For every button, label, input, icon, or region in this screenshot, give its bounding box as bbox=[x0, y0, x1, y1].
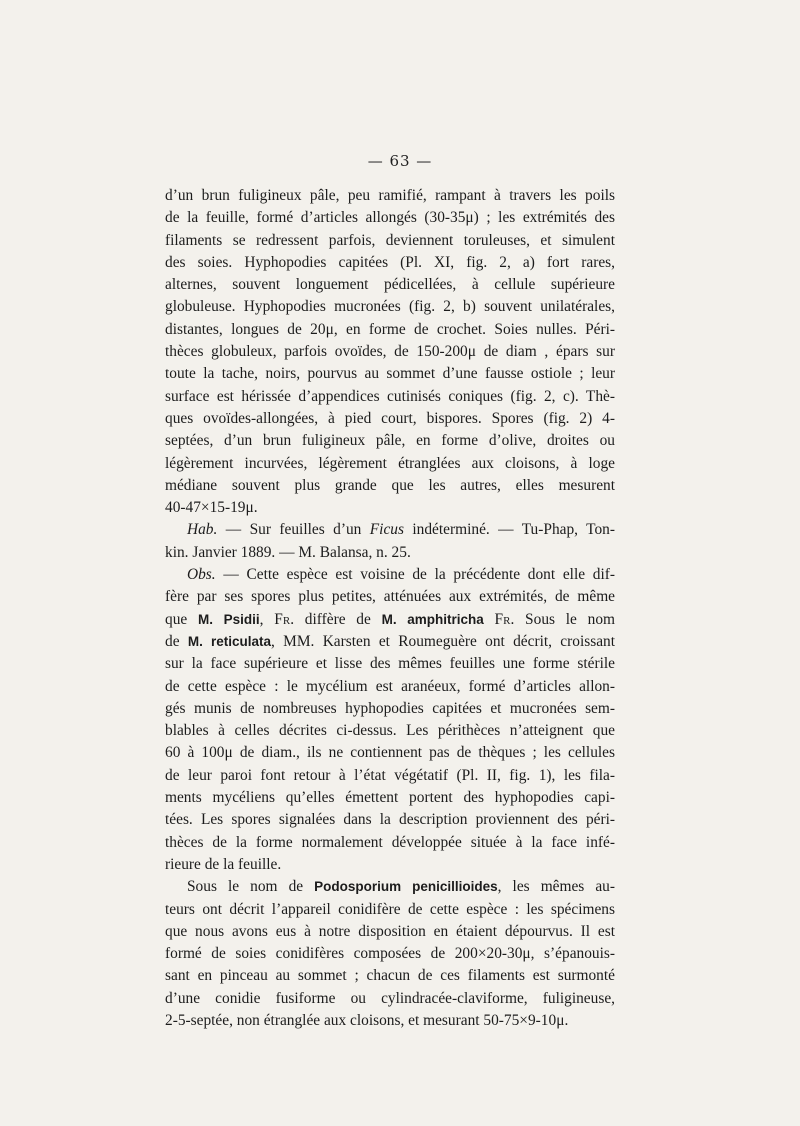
author-abbrev: Fr. bbox=[494, 610, 515, 628]
text-line: fère par ses spores plus petites, atténuées aux extrémités, de même bbox=[165, 588, 615, 606]
text-line: sant en pinceau au sommet ; chacun de ces filaments est surmonté bbox=[165, 967, 615, 985]
text-line: 40-47×15-19μ. bbox=[165, 499, 258, 517]
text-line: globuleuse. Hyphopodies mucronées (fig. 2, b) souvent unilatérales, bbox=[165, 298, 615, 316]
text-line: distantes, longues de 20μ, en forme de crochet. Soies nulles. Péri- bbox=[165, 320, 615, 338]
text-line: thèces de la forme normalement développée située à la face infé- bbox=[165, 833, 615, 851]
habitat-line bbox=[165, 519, 615, 541]
observation-label: Obs. bbox=[187, 566, 216, 584]
habitat-text: indéterminé. — Tu-Phap, Ton- bbox=[403, 521, 615, 539]
species-name: M. reticulata bbox=[187, 633, 272, 649]
text-run: de bbox=[165, 632, 188, 650]
text-line: toute la tache, noirs, pourvus au sommet d’une fausse ostiole ; leur bbox=[165, 365, 615, 383]
text-line: médiane souvent plus grande que les autres, elles mesurent bbox=[165, 476, 615, 494]
text-run: Sous le nom bbox=[514, 610, 615, 628]
text-run: , les mêmes au- bbox=[497, 878, 615, 896]
text-line bbox=[165, 876, 615, 898]
text-run: , MM. Karsten et Roumeguère ont décrit, croissant bbox=[271, 632, 615, 650]
species-name: M. amphitricha bbox=[381, 611, 484, 627]
observation-line bbox=[165, 564, 615, 586]
text-run: diffère de bbox=[294, 610, 382, 628]
text-line: septées, d’un brun fuligineux pâle, en forme d’olive, droites ou bbox=[165, 432, 615, 450]
text-line: d’un brun fuligineux pâle, peu ramifié, rampant à travers les poils bbox=[165, 187, 615, 204]
text-line: de leur paroi font retour à l’état végétatif (Pl. II, fig. 1), les fila- bbox=[165, 766, 615, 784]
text-line: d’une conidie fusiforme ou cylindracée-claviforme, fuligineuse, bbox=[165, 989, 615, 1007]
text-line: gés munis de nombreuses hyphopodies capitées et mucronées sem- bbox=[165, 699, 615, 717]
species-name: M. Psidii bbox=[197, 611, 260, 627]
text-line: kin. Janvier 1889. — M. Balansa, n. 25. bbox=[165, 543, 411, 561]
text-line: teurs ont décrit l’appareil conidifère de cette espèce : les spécimens bbox=[165, 900, 615, 918]
habitat-text: — Sur feuilles d’un bbox=[217, 521, 370, 539]
text-line: sur la face supérieure et lisse des mêmes feuilles une forme stérile bbox=[165, 655, 615, 673]
text-line: surface est hérissée d’appendices cutinisés coniques (fig. 2, c). Thè- bbox=[165, 387, 615, 405]
text-line: des soies. Hyphopodies capitées (Pl. XI, fig. 2, a) fort rares, bbox=[165, 253, 615, 271]
text-line: tées. Les spores signalées dans la description proviennent des péri- bbox=[165, 811, 615, 829]
text-line: thèces globuleux, parfois ovoïdes, de 150-200μ de diam , épars sur bbox=[165, 343, 615, 361]
text-line bbox=[165, 609, 615, 631]
text-run: , bbox=[259, 610, 275, 628]
text-line: de cette espèce : le mycélium est aranéeux, formé d’articles allon- bbox=[165, 677, 615, 695]
text-line: légèrement incurvées, légèrement étranglées aux cloisons, à loge bbox=[165, 454, 615, 472]
text-line bbox=[165, 631, 615, 653]
body-text bbox=[165, 185, 615, 1032]
text-run: que bbox=[165, 610, 198, 628]
text-line: que nous avons eus à notre disposition en étaient dépourvus. Il est bbox=[165, 922, 615, 940]
text-run bbox=[484, 611, 495, 628]
observation-text: — Cette espèce est voisine de la précédente dont elle dif- bbox=[215, 566, 615, 584]
text-line: 2-5-septée, non étranglée aux cloisons, et mesurant 50-75×9-10μ. bbox=[165, 1011, 569, 1029]
genus-name: Ficus bbox=[369, 521, 404, 539]
text-line: blables à celles décrites ci-dessus. Les périthèces n’atteignent que bbox=[165, 722, 615, 740]
text-line: de la feuille, formé d’articles allongés (30-35μ) ; les extrémités des bbox=[165, 209, 615, 227]
text-line: formé de soies conidifères composées de 200×20-30μ, s’épanouis- bbox=[165, 945, 615, 963]
author-abbrev: Fr. bbox=[274, 610, 295, 628]
species-name: Podosporium penicillioides bbox=[314, 879, 498, 895]
text-line: ques ovoïdes-allongées, à pied court, bispores. Spores (fig. 2) 4- bbox=[165, 409, 615, 427]
text-line: rieure de la feuille. bbox=[165, 855, 282, 873]
habitat-label: Hab. bbox=[187, 521, 218, 539]
text-line: filaments se redressent parfois, deviennent toruleuses, et simulent bbox=[165, 231, 615, 249]
text-line: ments mycéliens qu’elles émettent portent des hyphopodies capi- bbox=[165, 789, 615, 807]
page-number: — 63 — bbox=[367, 152, 433, 170]
text-line: alternes, souvent longuement pédicellées, à cellule supérieure bbox=[165, 276, 615, 294]
text-line: 60 à 100μ de diam., ils ne contiennent pas de thèques ; les cellules bbox=[165, 744, 615, 762]
text-run: Sous le nom de bbox=[187, 878, 315, 896]
